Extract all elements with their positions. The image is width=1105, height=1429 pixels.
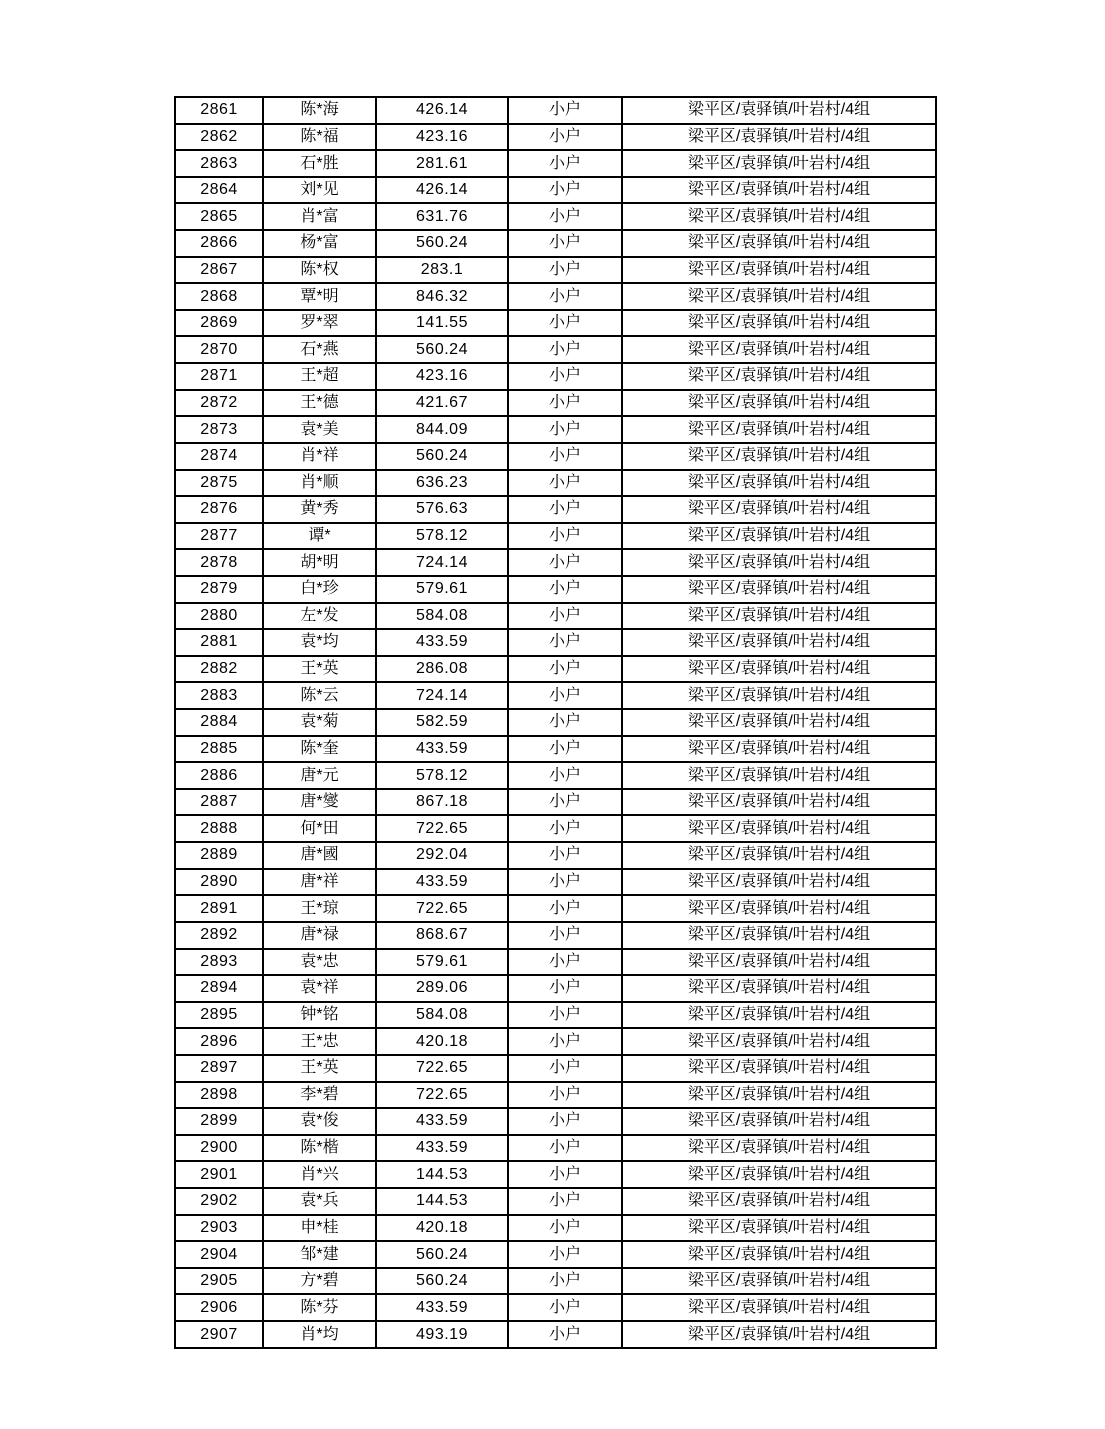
household-type-cell: 小户	[508, 1321, 622, 1348]
location-cell: 梁平区/袁驿镇/叶岩村/4组	[622, 709, 936, 736]
location-cell: 梁平区/袁驿镇/叶岩村/4组	[622, 1002, 936, 1029]
row-id-cell: 2894	[175, 975, 263, 1002]
household-type-cell: 小户	[508, 1108, 622, 1135]
household-type-cell: 小户	[508, 1002, 622, 1029]
area-value-cell: 722.65	[376, 895, 508, 922]
table-row	[175, 736, 936, 763]
area-value-cell: 141.55	[376, 310, 508, 337]
table-row	[175, 97, 936, 124]
name-cell: 唐*禄	[263, 922, 376, 949]
location-cell: 梁平区/袁驿镇/叶岩村/4组	[622, 443, 936, 470]
row-id-cell: 2868	[175, 283, 263, 310]
name-cell: 唐*祥	[263, 869, 376, 896]
row-id-cell: 2891	[175, 895, 263, 922]
area-value-cell: 722.65	[376, 1055, 508, 1082]
household-type-cell: 小户	[508, 842, 622, 869]
household-type-cell: 小户	[508, 257, 622, 284]
row-id-cell: 2907	[175, 1321, 263, 1348]
household-type-cell: 小户	[508, 124, 622, 151]
household-type-cell: 小户	[508, 470, 622, 497]
row-id-cell: 2864	[175, 177, 263, 204]
household-type-cell: 小户	[508, 150, 622, 177]
household-type-cell: 小户	[508, 656, 622, 683]
name-cell: 王*德	[263, 390, 376, 417]
location-cell: 梁平区/袁驿镇/叶岩村/4组	[622, 390, 936, 417]
name-cell: 白*珍	[263, 576, 376, 603]
name-cell: 肖*祥	[263, 443, 376, 470]
area-value-cell: 560.24	[376, 230, 508, 257]
location-cell: 梁平区/袁驿镇/叶岩村/4组	[622, 736, 936, 763]
table-row	[175, 363, 936, 390]
row-id-cell: 2884	[175, 709, 263, 736]
name-cell: 方*碧	[263, 1268, 376, 1295]
row-id-cell: 2878	[175, 549, 263, 576]
row-id-cell: 2886	[175, 762, 263, 789]
row-id-cell: 2879	[175, 576, 263, 603]
name-cell: 王*超	[263, 363, 376, 390]
row-id-cell: 2863	[175, 150, 263, 177]
household-type-cell: 小户	[508, 576, 622, 603]
location-cell: 梁平区/袁驿镇/叶岩村/4组	[622, 1268, 936, 1295]
row-id-cell: 2876	[175, 496, 263, 523]
table-row	[175, 177, 936, 204]
row-id-cell: 2874	[175, 443, 263, 470]
location-cell: 梁平区/袁驿镇/叶岩村/4组	[622, 496, 936, 523]
table-row	[175, 523, 936, 550]
table-row	[175, 603, 936, 630]
household-type-cell: 小户	[508, 736, 622, 763]
location-cell: 梁平区/袁驿镇/叶岩村/4组	[622, 283, 936, 310]
area-value-cell: 292.04	[376, 842, 508, 869]
table-body	[175, 97, 936, 1348]
household-type-cell: 小户	[508, 363, 622, 390]
area-value-cell: 433.59	[376, 1108, 508, 1135]
name-cell: 王*英	[263, 1055, 376, 1082]
area-value-cell: 433.59	[376, 1135, 508, 1162]
area-value-cell: 560.24	[376, 1268, 508, 1295]
name-cell: 陈*权	[263, 257, 376, 284]
name-cell: 杨*富	[263, 230, 376, 257]
name-cell: 王*英	[263, 656, 376, 683]
area-value-cell: 582.59	[376, 709, 508, 736]
area-value-cell: 423.16	[376, 363, 508, 390]
area-value-cell: 844.09	[376, 416, 508, 443]
location-cell: 梁平区/袁驿镇/叶岩村/4组	[622, 975, 936, 1002]
location-cell: 梁平区/袁驿镇/叶岩村/4组	[622, 1108, 936, 1135]
area-value-cell: 420.18	[376, 1215, 508, 1242]
area-value-cell: 421.67	[376, 390, 508, 417]
area-value-cell: 433.59	[376, 869, 508, 896]
location-cell: 梁平区/袁驿镇/叶岩村/4组	[622, 682, 936, 709]
table-row	[175, 895, 936, 922]
row-id-cell: 2896	[175, 1028, 263, 1055]
table-row	[175, 1135, 936, 1162]
location-cell: 梁平区/袁驿镇/叶岩村/4组	[622, 1055, 936, 1082]
name-cell: 肖*均	[263, 1321, 376, 1348]
household-type-cell: 小户	[508, 789, 622, 816]
row-id-cell: 2877	[175, 523, 263, 550]
area-value-cell: 493.19	[376, 1321, 508, 1348]
name-cell: 肖*兴	[263, 1161, 376, 1188]
area-value-cell: 433.59	[376, 629, 508, 656]
household-type-cell: 小户	[508, 496, 622, 523]
table-row	[175, 842, 936, 869]
location-cell: 梁平区/袁驿镇/叶岩村/4组	[622, 336, 936, 363]
name-cell: 袁*菊	[263, 709, 376, 736]
area-value-cell: 560.24	[376, 443, 508, 470]
household-type-cell: 小户	[508, 629, 622, 656]
location-cell: 梁平区/袁驿镇/叶岩村/4组	[622, 815, 936, 842]
household-type-cell: 小户	[508, 1268, 622, 1295]
row-id-cell: 2904	[175, 1241, 263, 1268]
row-id-cell: 2900	[175, 1135, 263, 1162]
table-row	[175, 257, 936, 284]
household-type-cell: 小户	[508, 603, 622, 630]
household-type-cell: 小户	[508, 762, 622, 789]
table-row	[175, 1241, 936, 1268]
row-id-cell: 2890	[175, 869, 263, 896]
household-type-cell: 小户	[508, 922, 622, 949]
name-cell: 何*田	[263, 815, 376, 842]
household-type-cell: 小户	[508, 1241, 622, 1268]
location-cell: 梁平区/袁驿镇/叶岩村/4组	[622, 1135, 936, 1162]
location-cell: 梁平区/袁驿镇/叶岩村/4组	[622, 1082, 936, 1109]
table-row	[175, 949, 936, 976]
name-cell: 肖*顺	[263, 470, 376, 497]
table-row	[175, 1002, 936, 1029]
row-id-cell: 2889	[175, 842, 263, 869]
location-cell: 梁平区/袁驿镇/叶岩村/4组	[622, 789, 936, 816]
row-id-cell: 2883	[175, 682, 263, 709]
location-cell: 梁平区/袁驿镇/叶岩村/4组	[622, 869, 936, 896]
name-cell: 陈*海	[263, 97, 376, 124]
name-cell: 李*碧	[263, 1082, 376, 1109]
household-type-cell: 小户	[508, 869, 622, 896]
name-cell: 罗*翠	[263, 310, 376, 337]
name-cell: 肖*富	[263, 203, 376, 230]
table-row	[175, 150, 936, 177]
area-value-cell: 868.67	[376, 922, 508, 949]
location-cell: 梁平区/袁驿镇/叶岩村/4组	[622, 203, 936, 230]
name-cell: 刘*见	[263, 177, 376, 204]
name-cell: 石*胜	[263, 150, 376, 177]
table-row	[175, 1294, 936, 1321]
area-value-cell: 433.59	[376, 736, 508, 763]
table-row	[175, 922, 936, 949]
location-cell: 梁平区/袁驿镇/叶岩村/4组	[622, 257, 936, 284]
table-row	[175, 283, 936, 310]
location-cell: 梁平区/袁驿镇/叶岩村/4组	[622, 603, 936, 630]
row-id-cell: 2895	[175, 1002, 263, 1029]
row-id-cell: 2880	[175, 603, 263, 630]
location-cell: 梁平区/袁驿镇/叶岩村/4组	[622, 922, 936, 949]
name-cell: 石*燕	[263, 336, 376, 363]
row-id-cell: 2881	[175, 629, 263, 656]
household-type-cell: 小户	[508, 203, 622, 230]
household-type-cell: 小户	[508, 682, 622, 709]
location-cell: 梁平区/袁驿镇/叶岩村/4组	[622, 97, 936, 124]
table-row	[175, 789, 936, 816]
location-cell: 梁平区/袁驿镇/叶岩村/4组	[622, 629, 936, 656]
row-id-cell: 2893	[175, 949, 263, 976]
row-id-cell: 2865	[175, 203, 263, 230]
row-id-cell: 2872	[175, 390, 263, 417]
household-type-cell: 小户	[508, 1135, 622, 1162]
name-cell: 袁*忠	[263, 949, 376, 976]
location-cell: 梁平区/袁驿镇/叶岩村/4组	[622, 1028, 936, 1055]
name-cell: 钟*铭	[263, 1002, 376, 1029]
area-value-cell: 579.61	[376, 949, 508, 976]
area-value-cell: 423.16	[376, 124, 508, 151]
location-cell: 梁平区/袁驿镇/叶岩村/4组	[622, 523, 936, 550]
row-id-cell: 2873	[175, 416, 263, 443]
table-row	[175, 390, 936, 417]
location-cell: 梁平区/袁驿镇/叶岩村/4组	[622, 895, 936, 922]
area-value-cell: 560.24	[376, 1241, 508, 1268]
household-type-cell: 小户	[508, 549, 622, 576]
location-cell: 梁平区/袁驿镇/叶岩村/4组	[622, 1161, 936, 1188]
table-row	[175, 443, 936, 470]
area-value-cell: 289.06	[376, 975, 508, 1002]
household-type-cell: 小户	[508, 709, 622, 736]
row-id-cell: 2887	[175, 789, 263, 816]
table-row	[175, 496, 936, 523]
row-id-cell: 2885	[175, 736, 263, 763]
household-type-cell: 小户	[508, 949, 622, 976]
row-id-cell: 2897	[175, 1055, 263, 1082]
name-cell: 覃*明	[263, 283, 376, 310]
location-cell: 梁平区/袁驿镇/叶岩村/4组	[622, 124, 936, 151]
household-type-cell: 小户	[508, 1294, 622, 1321]
row-id-cell: 2869	[175, 310, 263, 337]
name-cell: 王*忠	[263, 1028, 376, 1055]
table-row	[175, 815, 936, 842]
name-cell: 袁*均	[263, 629, 376, 656]
name-cell: 陈*楷	[263, 1135, 376, 1162]
location-cell: 梁平区/袁驿镇/叶岩村/4组	[622, 416, 936, 443]
area-value-cell: 578.12	[376, 762, 508, 789]
table-row	[175, 1028, 936, 1055]
name-cell: 王*琼	[263, 895, 376, 922]
table-row	[175, 336, 936, 363]
table-row	[175, 869, 936, 896]
area-value-cell: 433.59	[376, 1294, 508, 1321]
table-row	[175, 762, 936, 789]
table-row	[175, 709, 936, 736]
name-cell: 邹*建	[263, 1241, 376, 1268]
household-type-cell: 小户	[508, 1055, 622, 1082]
household-type-cell: 小户	[508, 177, 622, 204]
location-cell: 梁平区/袁驿镇/叶岩村/4组	[622, 310, 936, 337]
table-row	[175, 416, 936, 443]
household-type-cell: 小户	[508, 1161, 622, 1188]
table-row	[175, 1082, 936, 1109]
area-value-cell: 636.23	[376, 470, 508, 497]
row-id-cell: 2888	[175, 815, 263, 842]
row-id-cell: 2906	[175, 1294, 263, 1321]
area-value-cell: 286.08	[376, 656, 508, 683]
location-cell: 梁平区/袁驿镇/叶岩村/4组	[622, 230, 936, 257]
location-cell: 梁平区/袁驿镇/叶岩村/4组	[622, 549, 936, 576]
row-id-cell: 2902	[175, 1188, 263, 1215]
area-value-cell: 281.61	[376, 150, 508, 177]
table-row	[175, 549, 936, 576]
name-cell: 袁*兵	[263, 1188, 376, 1215]
household-type-cell: 小户	[508, 895, 622, 922]
area-value-cell: 578.12	[376, 523, 508, 550]
table-row	[175, 975, 936, 1002]
name-cell: 陈*云	[263, 682, 376, 709]
area-value-cell: 584.08	[376, 1002, 508, 1029]
name-cell: 申*桂	[263, 1215, 376, 1242]
row-id-cell: 2862	[175, 124, 263, 151]
household-type-cell: 小户	[508, 1082, 622, 1109]
table-row	[175, 230, 936, 257]
row-id-cell: 2892	[175, 922, 263, 949]
household-type-cell: 小户	[508, 815, 622, 842]
table-row	[175, 310, 936, 337]
location-cell: 梁平区/袁驿镇/叶岩村/4组	[622, 1215, 936, 1242]
table-row	[175, 576, 936, 603]
household-type-cell: 小户	[508, 310, 622, 337]
row-id-cell: 2903	[175, 1215, 263, 1242]
location-cell: 梁平区/袁驿镇/叶岩村/4组	[622, 842, 936, 869]
location-cell: 梁平区/袁驿镇/叶岩村/4组	[622, 177, 936, 204]
name-cell: 袁*美	[263, 416, 376, 443]
household-type-cell: 小户	[508, 230, 622, 257]
location-cell: 梁平区/袁驿镇/叶岩村/4组	[622, 1188, 936, 1215]
household-type-cell: 小户	[508, 443, 622, 470]
area-value-cell: 724.14	[376, 682, 508, 709]
table-row	[175, 1161, 936, 1188]
household-type-cell: 小户	[508, 523, 622, 550]
area-value-cell: 722.65	[376, 1082, 508, 1109]
location-cell: 梁平区/袁驿镇/叶岩村/4组	[622, 1294, 936, 1321]
name-cell: 谭*	[263, 523, 376, 550]
household-type-cell: 小户	[508, 975, 622, 1002]
area-value-cell: 846.32	[376, 283, 508, 310]
row-id-cell: 2899	[175, 1108, 263, 1135]
area-value-cell: 560.24	[376, 336, 508, 363]
location-cell: 梁平区/袁驿镇/叶岩村/4组	[622, 576, 936, 603]
row-id-cell: 2866	[175, 230, 263, 257]
row-id-cell: 2861	[175, 97, 263, 124]
table-row	[175, 1108, 936, 1135]
location-cell: 梁平区/袁驿镇/叶岩村/4组	[622, 470, 936, 497]
table-row	[175, 124, 936, 151]
location-cell: 梁平区/袁驿镇/叶岩村/4组	[622, 150, 936, 177]
row-id-cell: 2867	[175, 257, 263, 284]
area-value-cell: 584.08	[376, 603, 508, 630]
table-row	[175, 1321, 936, 1348]
location-cell: 梁平区/袁驿镇/叶岩村/4组	[622, 762, 936, 789]
table-row	[175, 1055, 936, 1082]
household-type-cell: 小户	[508, 97, 622, 124]
table-row	[175, 682, 936, 709]
area-value-cell: 144.53	[376, 1188, 508, 1215]
row-id-cell: 2905	[175, 1268, 263, 1295]
area-value-cell: 867.18	[376, 789, 508, 816]
table-row	[175, 1215, 936, 1242]
row-id-cell: 2882	[175, 656, 263, 683]
household-type-cell: 小户	[508, 390, 622, 417]
location-cell: 梁平区/袁驿镇/叶岩村/4组	[622, 1241, 936, 1268]
location-cell: 梁平区/袁驿镇/叶岩村/4组	[622, 363, 936, 390]
row-id-cell: 2871	[175, 363, 263, 390]
table-row	[175, 1268, 936, 1295]
table-row	[175, 629, 936, 656]
name-cell: 陈*奎	[263, 736, 376, 763]
area-value-cell: 426.14	[376, 177, 508, 204]
location-cell: 梁平区/袁驿镇/叶岩村/4组	[622, 949, 936, 976]
area-value-cell: 579.61	[376, 576, 508, 603]
area-value-cell: 576.63	[376, 496, 508, 523]
name-cell: 黄*秀	[263, 496, 376, 523]
household-type-cell: 小户	[508, 336, 622, 363]
row-id-cell: 2898	[175, 1082, 263, 1109]
location-cell: 梁平区/袁驿镇/叶岩村/4组	[622, 1321, 936, 1348]
name-cell: 袁*祥	[263, 975, 376, 1002]
name-cell: 袁*俊	[263, 1108, 376, 1135]
name-cell: 唐*國	[263, 842, 376, 869]
household-type-cell: 小户	[508, 416, 622, 443]
name-cell: 陈*芬	[263, 1294, 376, 1321]
area-value-cell: 426.14	[376, 97, 508, 124]
area-value-cell: 722.65	[376, 815, 508, 842]
household-type-cell: 小户	[508, 1188, 622, 1215]
area-value-cell: 144.53	[376, 1161, 508, 1188]
household-type-cell: 小户	[508, 283, 622, 310]
area-value-cell: 631.76	[376, 203, 508, 230]
row-id-cell: 2875	[175, 470, 263, 497]
household-type-cell: 小户	[508, 1215, 622, 1242]
name-cell: 陈*福	[263, 124, 376, 151]
area-value-cell: 724.14	[376, 549, 508, 576]
table-row	[175, 656, 936, 683]
household-type-cell: 小户	[508, 1028, 622, 1055]
table-row	[175, 203, 936, 230]
row-id-cell: 2901	[175, 1161, 263, 1188]
area-value-cell: 283.1	[376, 257, 508, 284]
area-value-cell: 420.18	[376, 1028, 508, 1055]
location-cell: 梁平区/袁驿镇/叶岩村/4组	[622, 656, 936, 683]
name-cell: 胡*明	[263, 549, 376, 576]
name-cell: 唐*燮	[263, 789, 376, 816]
table-row	[175, 470, 936, 497]
name-cell: 唐*元	[263, 762, 376, 789]
name-cell: 左*发	[263, 603, 376, 630]
household-table	[174, 96, 937, 1349]
table-row	[175, 1188, 936, 1215]
row-id-cell: 2870	[175, 336, 263, 363]
